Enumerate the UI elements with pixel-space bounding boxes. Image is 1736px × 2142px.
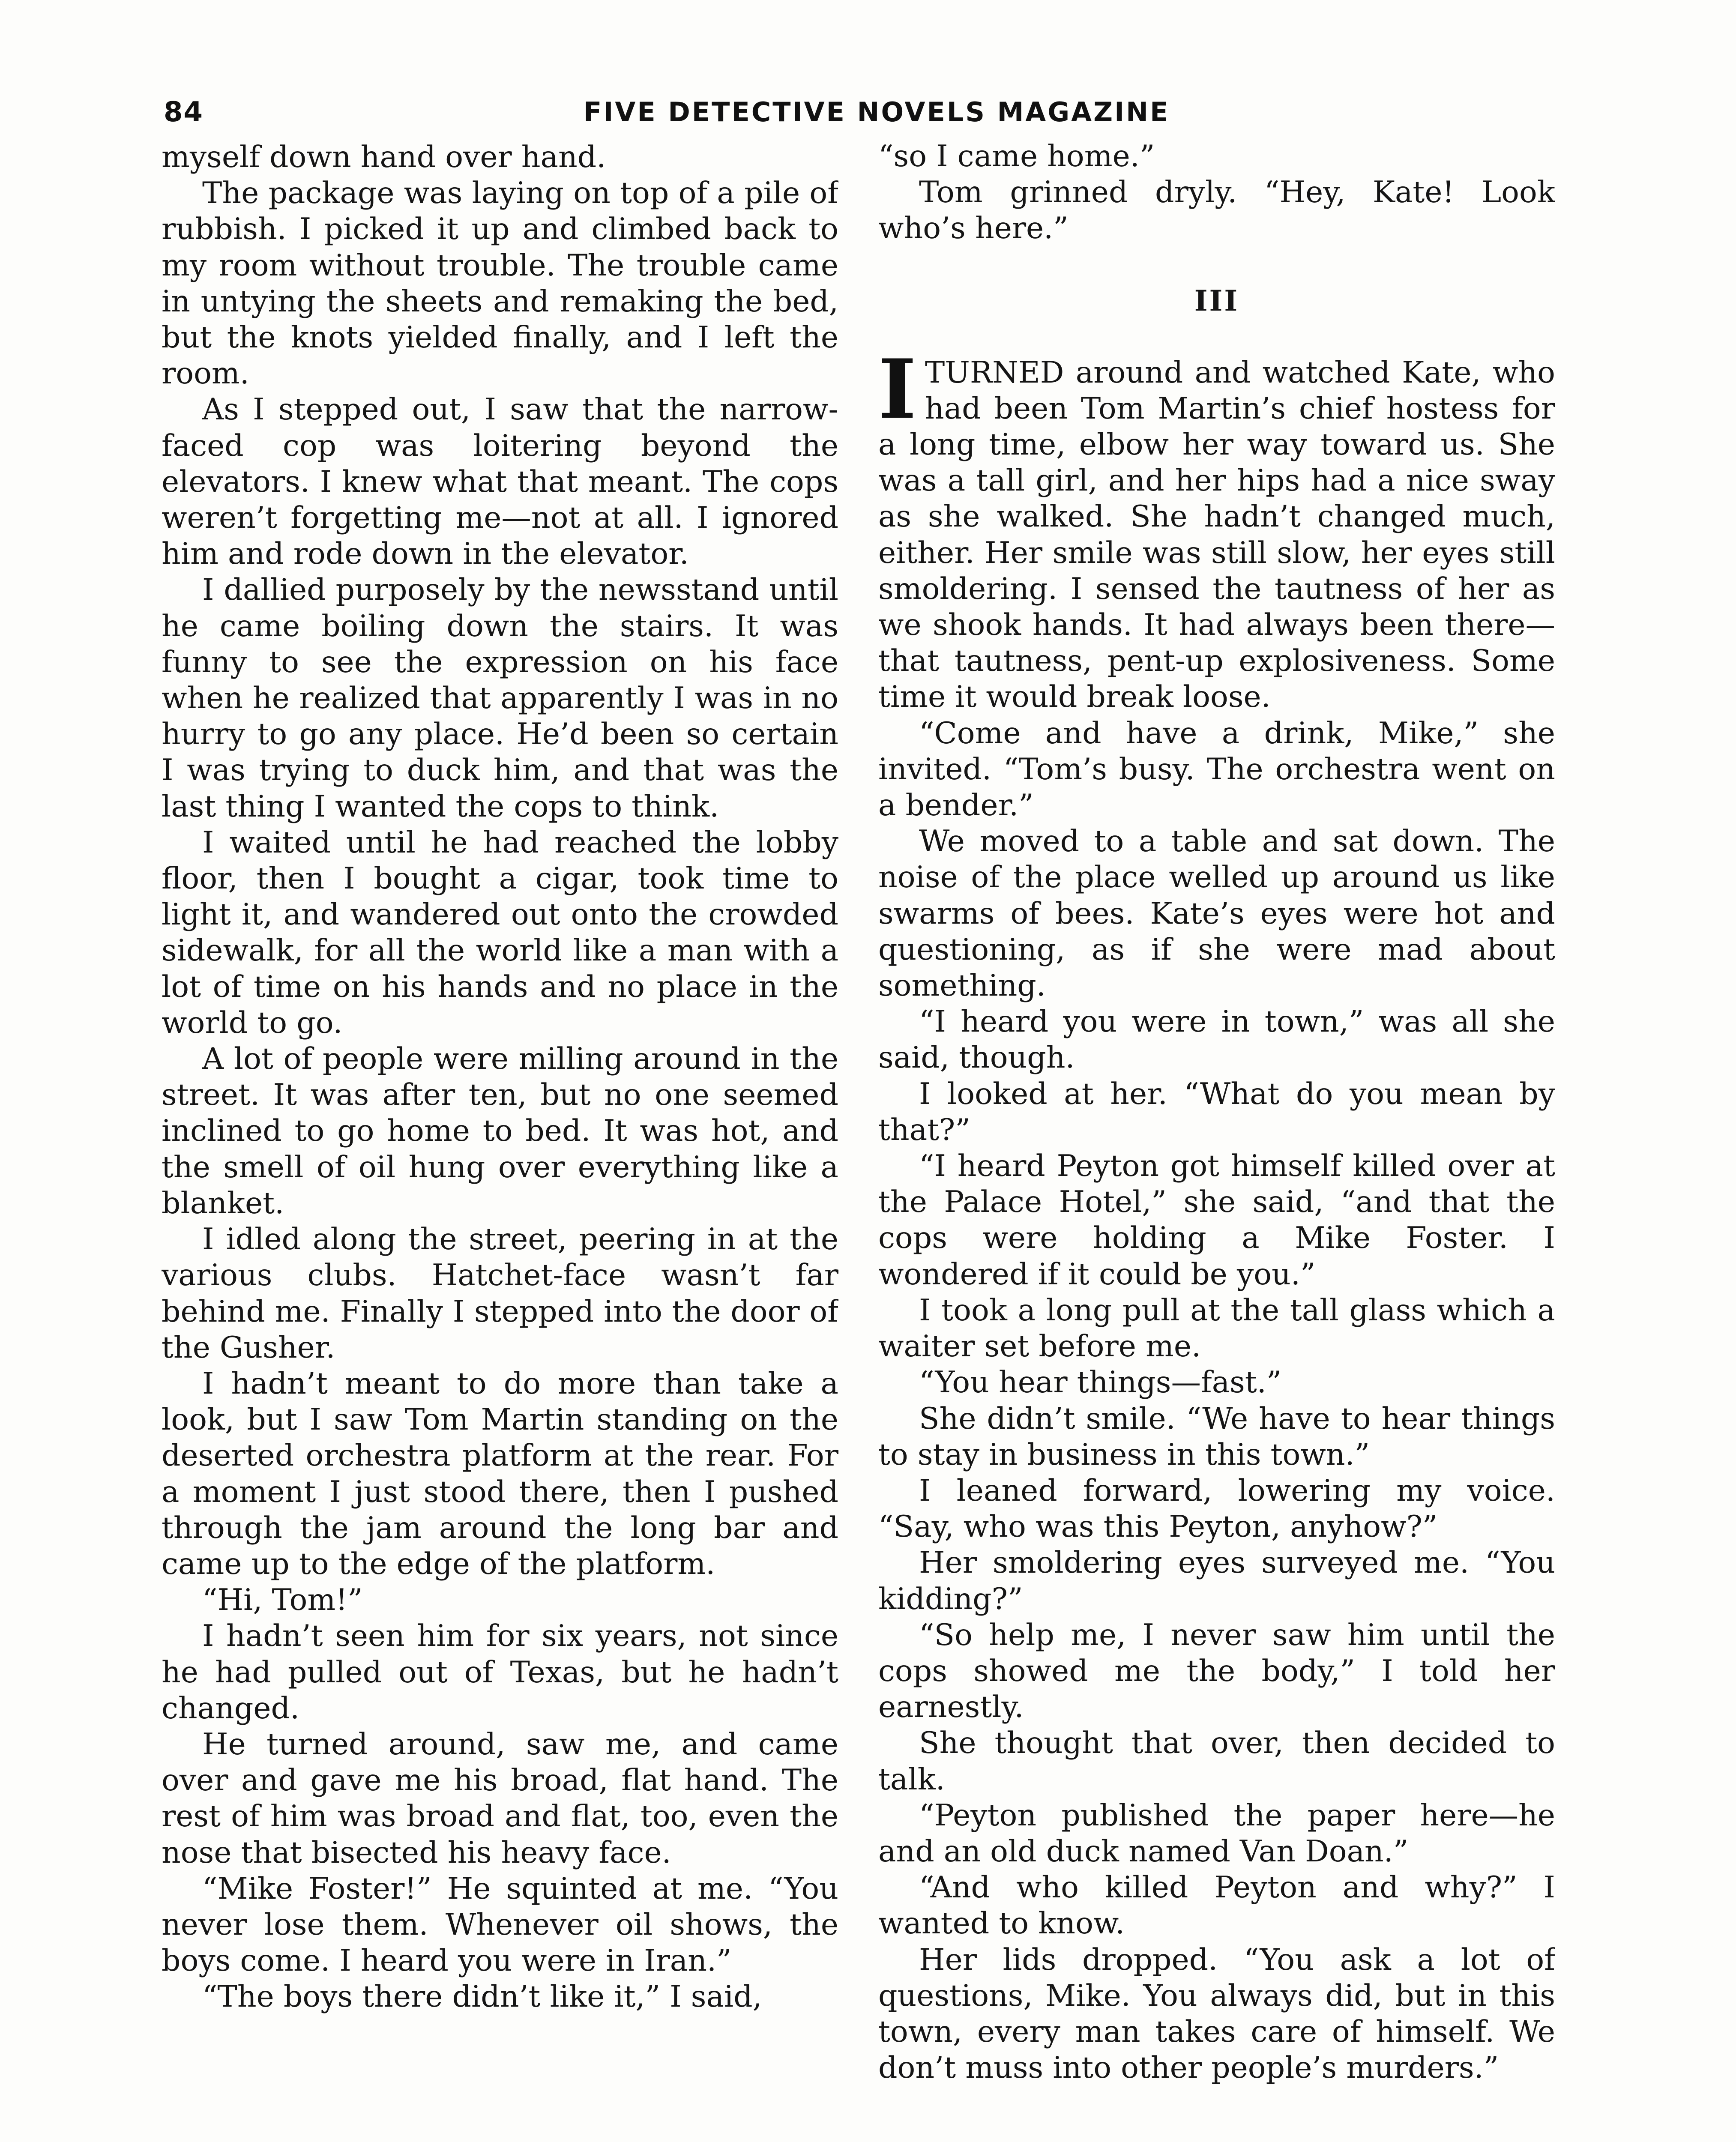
paragraph: I looked at her. “What do you mean by that?”	[878, 1076, 1555, 1147]
chapter-number: III	[1194, 284, 1239, 317]
right-column	[878, 138, 1555, 2142]
paragraph: myself down hand over hand.	[162, 140, 606, 174]
paragraph: I idled along the street, peering in at the various clubs. Hatchet-face wasn’t far behind me. Finally I stepped into the door of the Gusher.	[162, 1222, 838, 1365]
paragraph: I leaned forward, lowering my voice. “Say, who was this Peyton, anyhow?”	[878, 1473, 1555, 1544]
paragraph: I hadn’t meant to do more than take a look, but I saw Tom Martin standing on the deserted orchestra platform at the rear. For a moment I just stood there, then I pushed through the jam around the long bar and came up to the edge of the platform.	[162, 1366, 838, 1581]
left-column	[162, 139, 838, 2142]
paragraph: I dallied purposely by the newsstand until he came boiling down the stairs. It was funny to see the expression on his face when he realized that apparently I was in no hurry to go any place. He’d been so certain I was trying to duck him, and that was the last thing I wanted the cops to think.	[162, 572, 838, 824]
paragraph: “Come and have a drink, Mike,” she invited. “Tom’s busy. The orchestra went on a bender.”	[878, 715, 1555, 823]
paragraph: Her lids dropped. “You ask a lot of questions, Mike. You always did, but in this town, every man takes care of himself. We don’t muss into other people’s murders.”	[878, 1942, 1555, 2085]
page-number: 84	[164, 96, 204, 128]
paragraph: “The boys there didn’t like it,” I said,	[202, 1979, 762, 2014]
paragraph: We moved to a table and sat down. The noise of the place welled up around us like swarms of bees. Kate’s eyes were hot and questioning, as if she were mad about something.	[878, 824, 1555, 1003]
paragraph: “So help me, I never saw him until the cops showed me the body,” I told her earnestly.	[878, 1617, 1555, 1725]
paragraph: A lot of people were milling around in the street. It was after ten, but no one seemed inclined to go home to bed. It was hot, and the smell of oil hung over everything like a blanket.	[162, 1041, 838, 1221]
paragraph: As I stepped out, I saw that the narrow-faced cop was loitering beyond the elevators. I knew what that meant. The cops weren’t forgetting me—not at all. I ignored him and rode down in the elevator.	[162, 392, 838, 571]
paragraph: I hadn’t seen him for six years, not since he had pulled out of Texas, but he hadn’t changed.	[162, 1618, 838, 1726]
paragraph: “I heard you were in town,” was all she said, though.	[878, 1004, 1555, 1075]
paragraph: “I heard Peyton got himself killed over at the Palace Hotel,” she said, “and that the cops were holding a Mike Foster. I wondered if it could be you.”	[878, 1149, 1555, 1292]
drop-cap: I	[878, 341, 916, 437]
opening-paragraph: TURNED around and watched Kate, who had been Tom Martin’s chief hostess for a long time, elbow her way toward us. She was a tall girl, and her hips had a nice sway as she walked. She hadn’t changed much, either. Her smile was still slow, her eyes still smoldering. I sensed the tautness of her as we shook hands. It had always been there—that tautness, pent-up explosiveness. Some time it would break loose.	[878, 355, 1555, 715]
running-title: FIVE DETECTIVE NOVELS MAGAZINE	[584, 96, 1170, 128]
chapter-opening	[878, 341, 1555, 715]
paragraph: “Hi, Tom!”	[202, 1583, 363, 1618]
paragraph: Tom grinned dryly. “Hey, Kate! Look who’s here.”	[878, 175, 1555, 246]
paragraph: “And who killed Peyton and why?” I wanted to know.	[878, 1870, 1555, 1941]
paragraph: She thought that over, then decided to talk.	[878, 1726, 1555, 1797]
paragraph: “Peyton published the paper here—he and an old duck named Van Doan.”	[878, 1798, 1555, 1869]
paragraph: “Mike Foster!” He squinted at me. “You never lose them. Whenever oil shows, the boys come. I heard you were in Iran.”	[162, 1871, 838, 1978]
paragraph: I waited until he had reached the lobby floor, then I bought a cigar, took time to light it, and wandered out onto the crowded sidewalk, for all the world like a man with a lot of time on his hands and no place in the world to go.	[162, 825, 838, 1040]
paragraph: “You hear things—fast.”	[919, 1365, 1282, 1400]
paragraph: She didn’t smile. “We have to hear things to stay in business in this town.”	[878, 1401, 1555, 1472]
paragraph: I took a long pull at the tall glass which a waiter set before me.	[878, 1292, 1555, 1364]
paragraph: He turned around, saw me, and came over and gave me his broad, flat hand. The rest of him was broad and flat, too, even the nose that bisected his heavy face.	[162, 1726, 838, 1870]
page-header	[164, 96, 1558, 135]
paragraph: Her smoldering eyes surveyed me. “You kidding?”	[878, 1545, 1555, 1616]
paragraph: “so I came home.”	[878, 139, 1155, 174]
paragraph: The package was laying on top of a pile of rubbish. I picked it up and climbed back to my room without trouble. The trouble came in untying the sheets and remaking the bed, but the knots yielded finally, and I left the room.	[162, 176, 838, 391]
